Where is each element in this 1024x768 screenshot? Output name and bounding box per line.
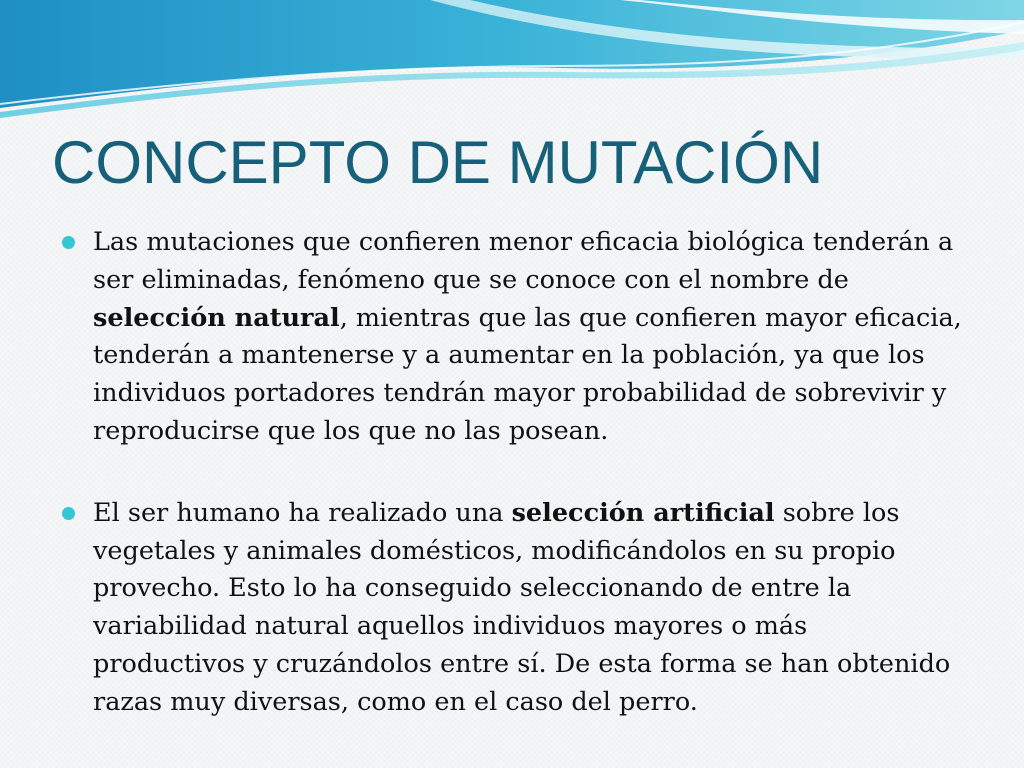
bullet-text [93, 224, 962, 451]
bullet-text [93, 495, 962, 722]
bullet-bold-term: selección artificial [511, 497, 775, 528]
bullet-text-end: , mientras que las que confieren mayor eficacia, tenderán a mantenerse y a aumentar en la población, ya que los individuos portadores tendrán mayor probabilidad de sobrevivir y reproducirse que los que no las posean. [93, 302, 962, 446]
bullet-item [62, 495, 962, 722]
slide-body [62, 224, 962, 722]
header-wave-decoration [0, 0, 1024, 120]
bullet-bold-term: selección natural [93, 302, 340, 333]
bullet-text-start: El ser humano ha realizado una [93, 497, 512, 528]
slide-title: CONCEPTO DE MUTACIÓN [52, 129, 824, 196]
bullet-dot-icon [62, 507, 75, 520]
bullet-item [62, 224, 962, 451]
bullet-text-start: Las mutaciones que confieren menor eficacia biológica tenderán a ser eliminadas, fenómeno que se conoce con el nombre de [93, 227, 954, 295]
bullet-text-end: sobre los vegetales y animales domésticos, modificándolos en su propio provecho. Esto lo ha conseguido seleccionando de entre la variabilidad natural aquellos individuos mayores o más productivos y cruzándolos entre sí. De esta forma se han obtenido razas muy diversas, como en el caso del perro. [93, 497, 951, 717]
bullet-dot-icon [62, 236, 75, 249]
